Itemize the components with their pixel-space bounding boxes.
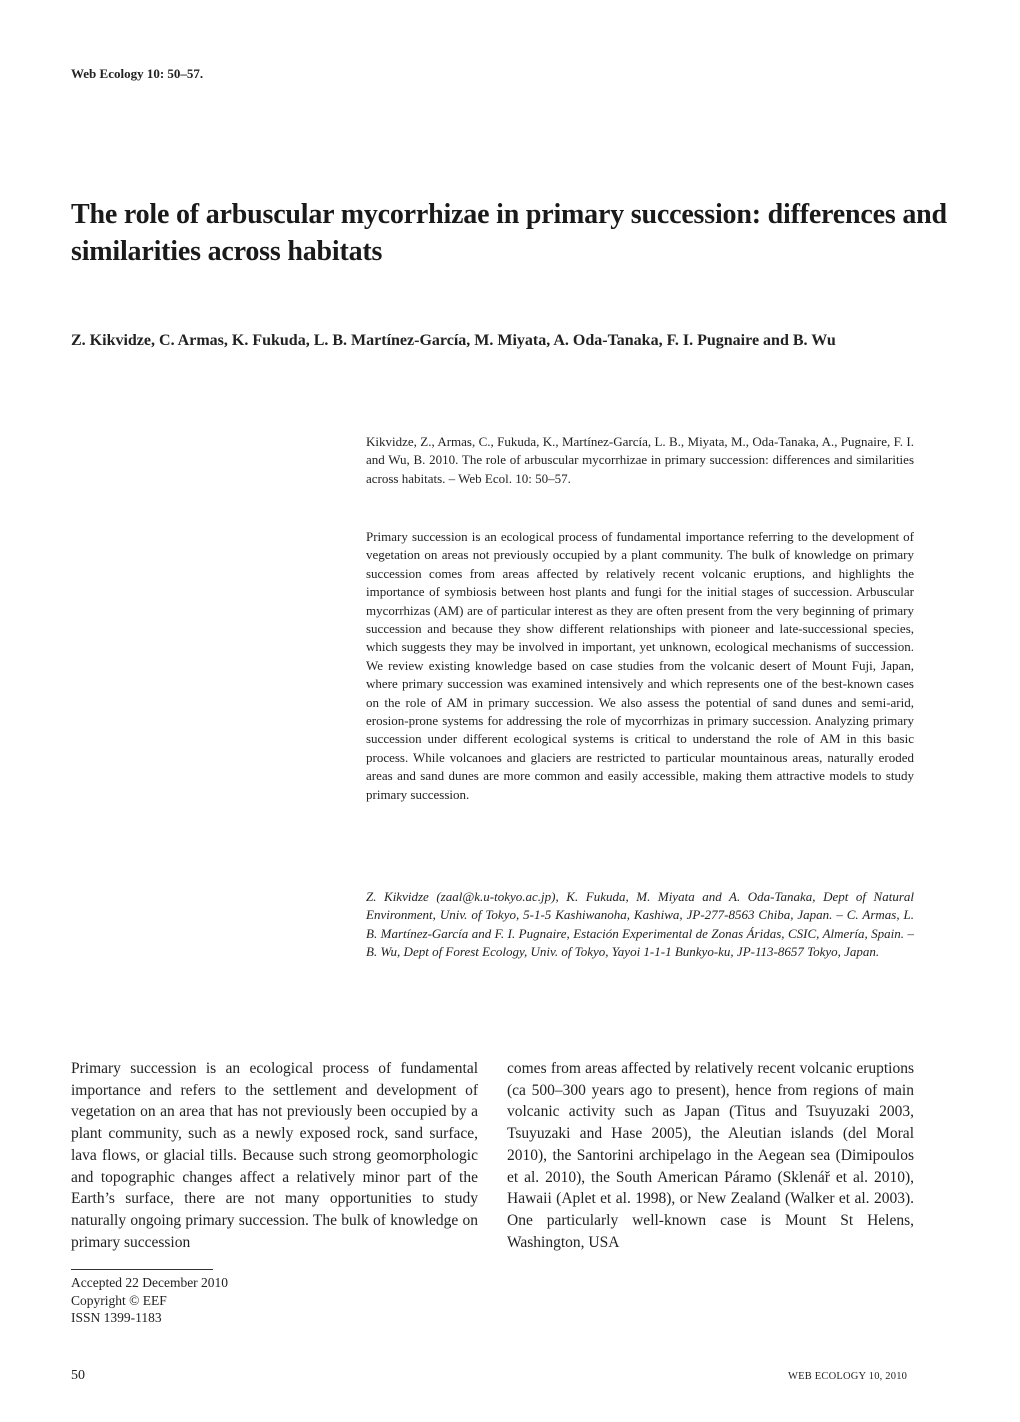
citation-block: Kikvidze, Z., Armas, C., Fukuda, K., Martínez-García, L. B., Miyata, M., Oda-Tanaka, A., Pugnaire, F. I. and Wu, B. 2010. The role of arbuscular mycorrhizae in primary succession: differences and similarities across habitats. – Web Ecol. 10: 50–57. bbox=[366, 434, 914, 486]
author-list: Z. Kikvidze, C. Armas, K. Fukuda, L. B. Martínez-García, M. Miyata, A. Oda-Tanaka, F. I. Pugnaire and B. Wu bbox=[71, 332, 836, 349]
journal-reference: Web Ecology 10: 50–57. bbox=[71, 66, 204, 81]
accepted-date: Accepted 22 December 2010 bbox=[71, 1275, 229, 1290]
footnote-divider bbox=[71, 1269, 213, 1270]
footnote bbox=[71, 1274, 228, 1327]
page-number: 50 bbox=[71, 1368, 85, 1383]
body-column-left: Primary succession is an ecological process of fundamental importance and refers to the settlement and development of vegetation on an area that has not previously been occupied by a plant community, such as a newly exposed rock, sand surface, lava flows, or glacial tills. Because such strong geomorphologic and topographic changes affect a relatively minor part of the Earth’s surface, there are not many opportunities to study naturally ongoing primary succession. The bulk of knowledge on primary succession bbox=[71, 1060, 478, 1251]
author-affiliations: Z. Kikvidze (zaal@k.u-tokyo.ac.jp), K. Fukuda, M. Miyata and A. Oda-Tanaka, Dept of Natural Environment, Univ. of Tokyo, 5-1-5 Kashiwanoha, Kashiwa, JP-277-8563 Chiba, Japan. – C. Armas, L. B. Martínez-García and F. I. Pugnaire, Estación Experimental de Zonas Áridas, CSIC, Almería, Spain. – B. Wu, Dept of Forest Ecology, Univ. of Tokyo, Yayoi 1-1-1 Bunkyo-ku, JP-113-8657 Tokyo, Japan. bbox=[366, 889, 914, 960]
article-title: The role of arbuscular mycorrhizae in primary succession: differences and similarities across habitats bbox=[71, 199, 947, 267]
issn-line: ISSN 1399-1183 bbox=[71, 1310, 162, 1325]
abstract: Primary succession is an ecological process of fundamental importance referring to the development of vegetation on areas not previously occupied by a plant community. The bulk of knowledge on primary succession comes from areas affected by relatively recent volcanic eruptions, and highlights the importance of symbiosis between host plants and fungi for the initial stages of succession. Arbuscular mycorrhizas (AM) are of particular interest as they are often present from the very beginning of primary succession and because they show different relationships with pioneer and late-successional species, which suggests they may be involved in important, yet unknown, ecological mechanisms of succession. We review existing knowledge based on case studies from the volcanic desert of Mount Fuji, Japan, where primary succession was examined intensively and which represents one of the best-known cases on the role of AM in primary succession. We also assess the potential of sand dunes and semi-arid, erosion-prone systems for addressing the role of mycorrhizas in primary succession. Analyzing primary succession under different ecological systems is critical to understand the role of AM in this basic process. While volcanoes and glaciers are restricted to particular mountainous areas, naturally eroded areas and sand dunes are more common and easily accessible, making them attractive models to study primary succession. bbox=[366, 529, 914, 802]
body-column-right: comes from areas affected by relatively recent volcanic eruptions (ca 500–300 years ago to present), hence from regions of main volcanic activity such as Japan (Titus and Tsuyuzaki 2003, Tsuyuzaki and Hase 2005), the Aleutian islands (del Moral 2010), the Santorini archipelago in the Aegean sea (Dimipoulos et al. 2010), the South American Páramo (Sklenář et al. 2010), Hawaii (Aplet et al. 1998), or New Zealand (Walker et al. 2003). One particularly well-known case is Mount St Helens, Washington, USA bbox=[507, 1060, 914, 1251]
running-footer: WEB ECOLOGY 10, 2010 bbox=[788, 1371, 908, 1382]
copyright-line: Copyright © EEF bbox=[71, 1292, 167, 1308]
